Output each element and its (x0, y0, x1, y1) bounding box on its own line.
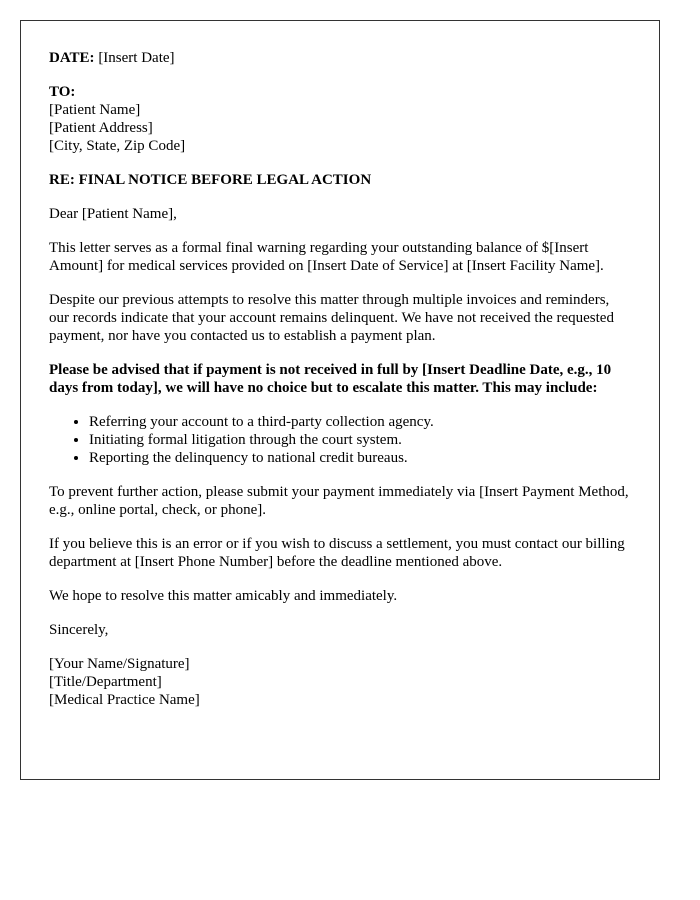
paragraph-warning: Please be advised that if payment is not received in full by [Insert Deadline Date, e.g., 10 days from today], we will have no choice but to escalate this matter. This may include: (49, 362, 612, 396)
recipient-name: [Patient Name] (49, 102, 141, 118)
list-item: • Initiating formal litigation through the court system. (89, 431, 631, 449)
paragraph-resolve: We hope to resolve this matter amicably and immediately. (49, 588, 398, 604)
subject-line: RE: FINAL NOTICE BEFORE LEGAL ACTION (49, 172, 372, 188)
signature-block (49, 655, 631, 709)
date-line (49, 49, 631, 67)
paragraph-delinquent: Despite our previous attempts to resolve this matter through multiple invoices and reminders, our records indicate that your account remains delinquent. We have not received the requested payment, nor have you contacted us to establish a payment plan. (49, 292, 614, 344)
date-value: [Insert Date] (94, 50, 175, 66)
signature-name: [Your Name/Signature] (49, 656, 190, 672)
list-item: • Referring your account to a third-party collection agency. (89, 413, 631, 431)
closing: Sincerely, (49, 622, 109, 638)
letter-document (20, 20, 660, 780)
salutation: Dear [Patient Name], (49, 206, 177, 222)
consequences-list (49, 413, 631, 467)
date-label: DATE: (49, 50, 95, 66)
recipient-address: [Patient Address] (49, 120, 153, 136)
recipient-city-state-zip: [City, State, Zip Code] (49, 138, 186, 154)
recipient-block (49, 83, 631, 155)
recipient-label: TO: (49, 84, 76, 100)
signature-title: [Title/Department] (49, 674, 162, 690)
paragraph-balance: This letter serves as a formal final warning regarding your outstanding balance of $[Insert Amount] for medical services provided on [Insert Date of Service] at [Insert Facility Name]. (49, 240, 604, 274)
paragraph-contact: If you believe this is an error or if you wish to discuss a settlement, you must contact our billing department at [Insert Phone Number] before the deadline mentioned above. (49, 536, 625, 570)
list-item: • Reporting the delinquency to national credit bureaus. (89, 449, 631, 467)
paragraph-payment: To prevent further action, please submit your payment immediately via [Insert Payment Method, e.g., online portal, check, or phone]. (49, 484, 629, 518)
signature-practice: [Medical Practice Name] (49, 692, 200, 708)
